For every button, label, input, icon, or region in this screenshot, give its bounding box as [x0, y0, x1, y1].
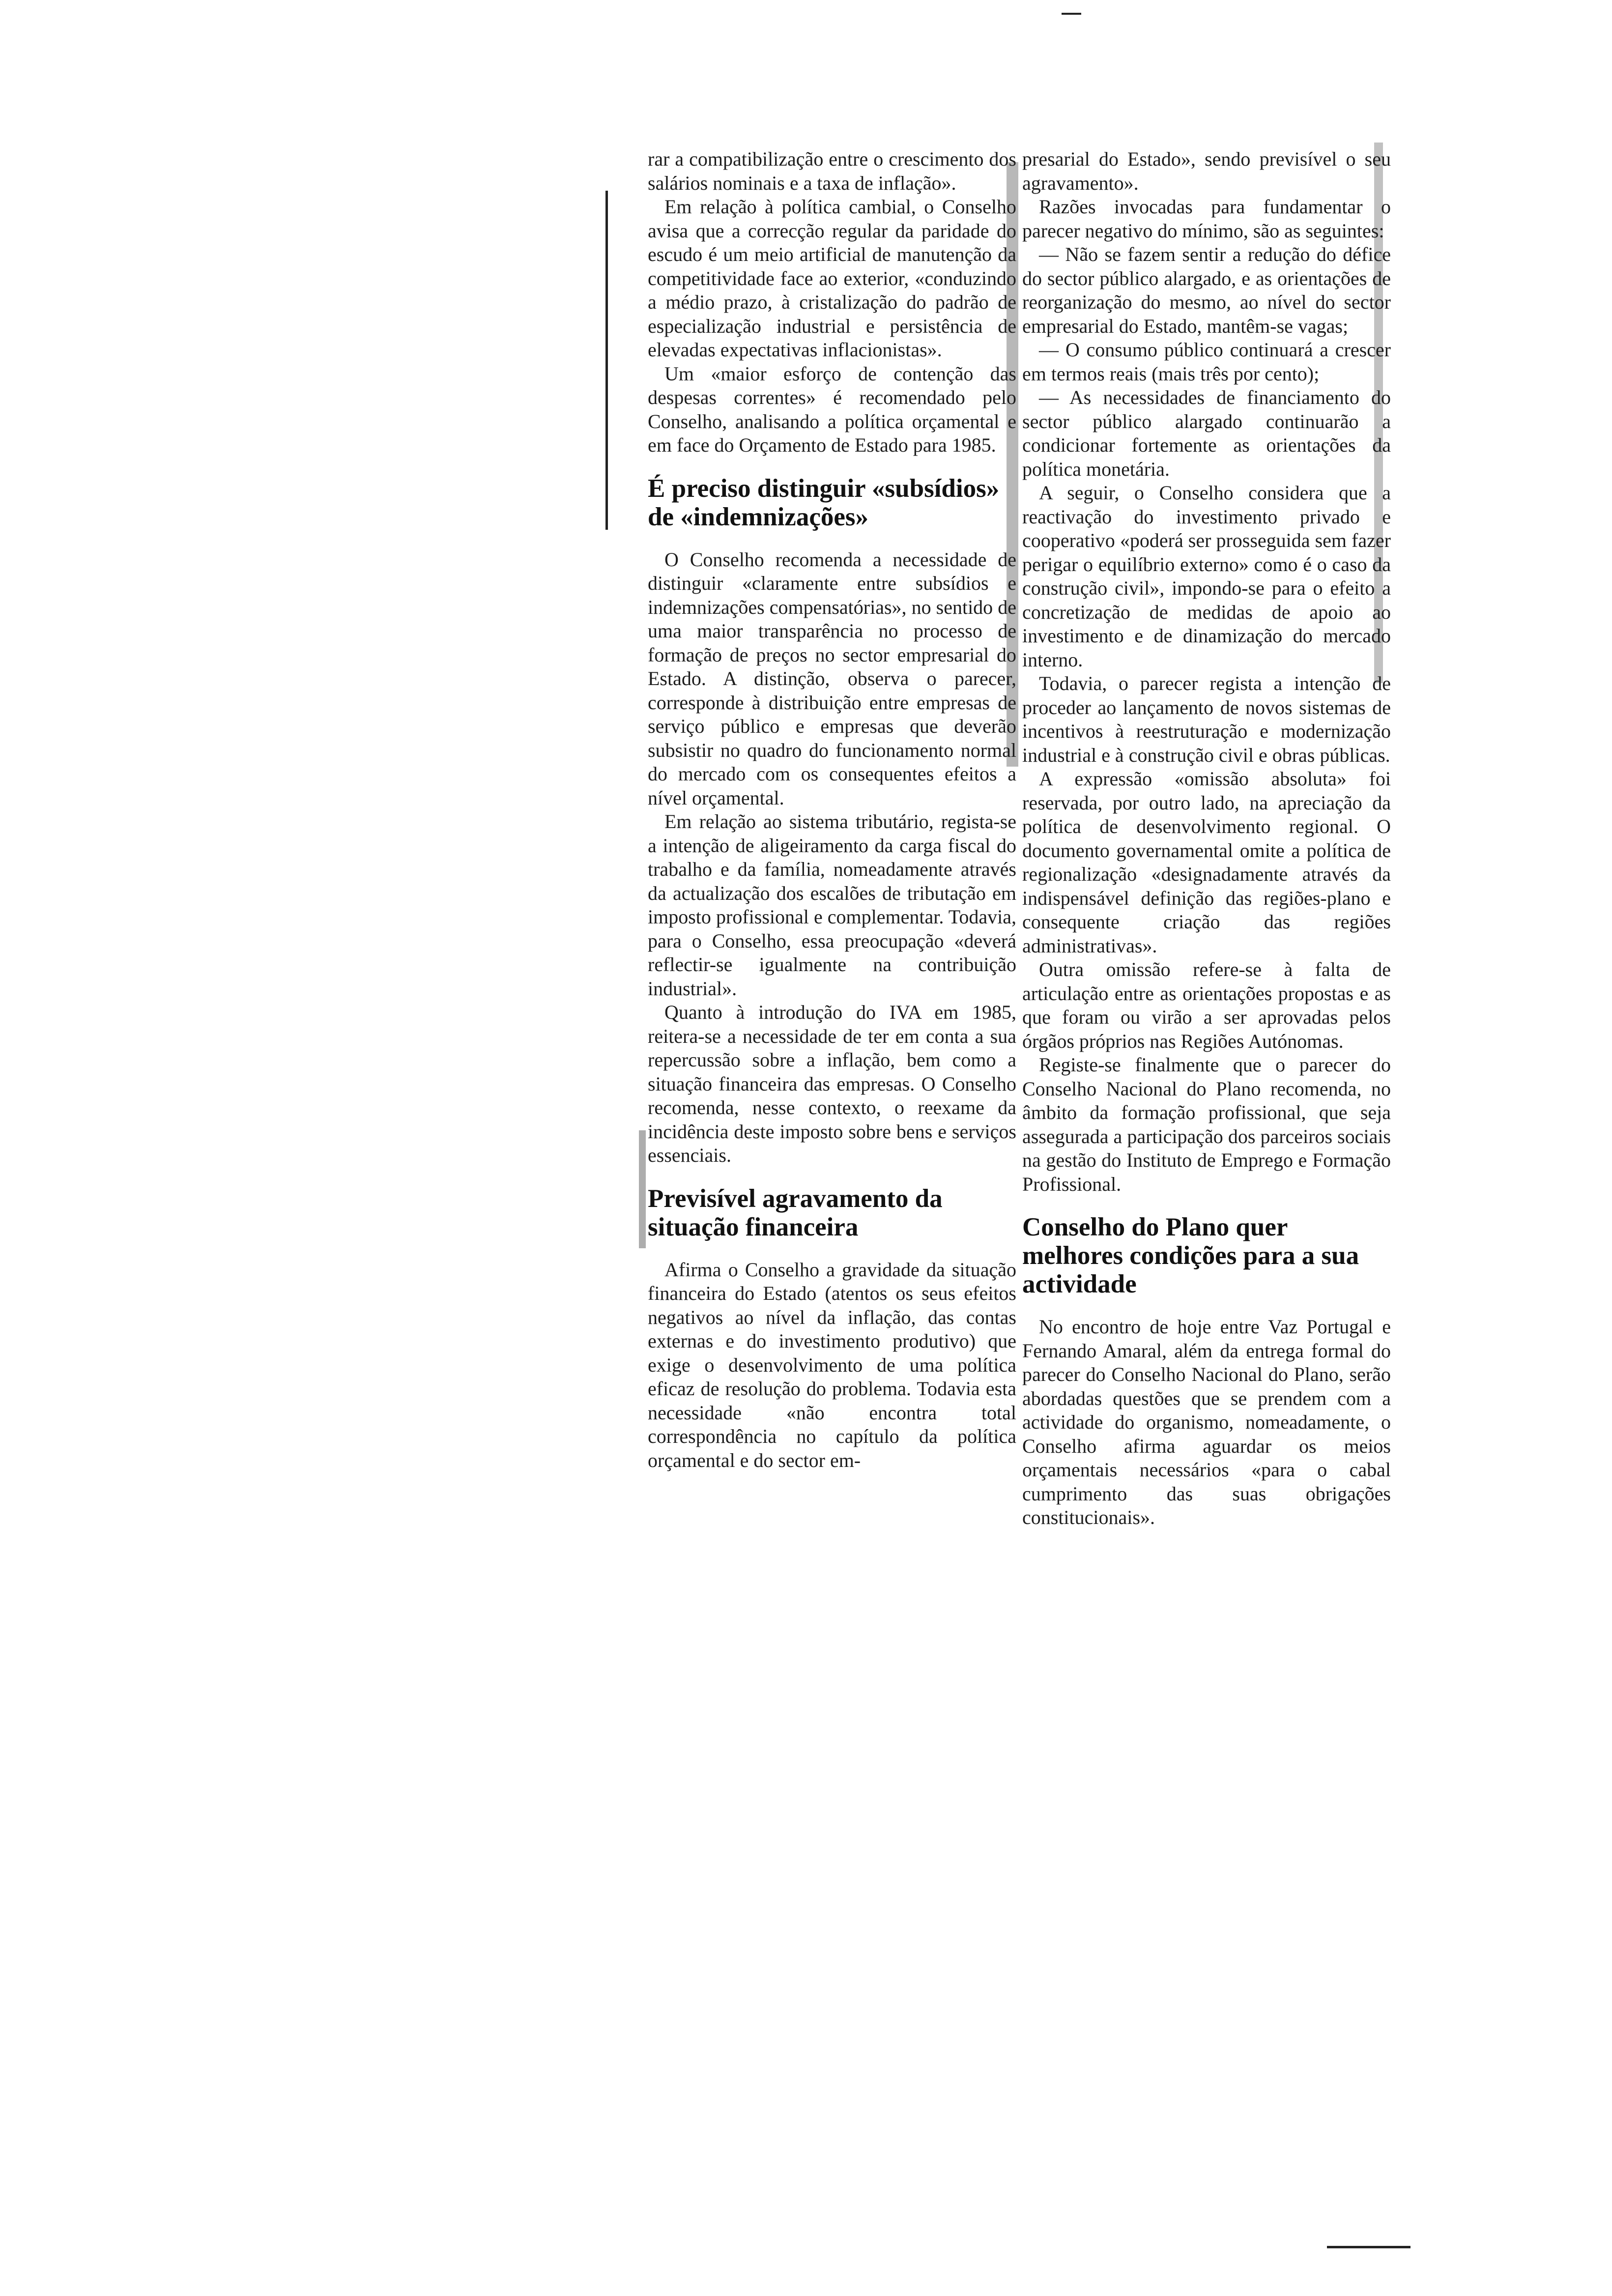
article-paragraph: Razões invocadas para fundamentar o parecer negativo do mínimo, são as seguintes:	[1022, 196, 1391, 242]
right-column	[1022, 147, 1391, 1530]
scan-mark-bottom	[1327, 2246, 1410, 2248]
article-paragraph: Afirma o Conselho a gravidade da situação financeira do Estado (atentos os seus efeitos negativos ao nível da inflação, das contas externas e do investimento produtivo) que exige o desenvolvimento de uma política eficaz de resolução do problema. Todavia esta necessidade «não encontra total correspondência no capítulo da política orçamental e do sector em-	[648, 1258, 1016, 1471]
article-paragraph: Registe-se finalmente que o parecer do Conselho Nacional do Plano recomenda, no âmbito da formação profissional, que seja assegurada a participação dos parceiros sociais na gestão do Instituto de Emprego e Formação Profissional.	[1022, 1054, 1391, 1195]
scan-mark-top	[1062, 13, 1081, 15]
article-paragraph: Em relação ao sistema tributário, regista-se a intenção de aligeiramento da carga fiscal do trabalho e da família, nomeadamente através da actualização dos escalões de tributação em imposto profissional e complementar. Todavia, para o Conselho, essa preocupação «deverá reflectir-se igualmente na contribuição industrial».	[648, 810, 1016, 1000]
left-column	[648, 147, 1016, 1472]
article-paragraph: Um «maior esforço de contenção das despesas correntes» é recomendado pelo Conselho, analisando a política orçamental e em face do Orçamento de Estado para 1985.	[648, 362, 1016, 456]
article-paragraph: A expressão «omissão absoluta» foi reservada, por outro lado, na apreciação da política de desenvolvimento regional. O documento governamental omite a política de regionalização «designadamente através da indispensável definição das regiões-plano e consequente criação das regiões administrativas».	[1022, 768, 1391, 957]
scan-mark-left-rule	[605, 191, 608, 530]
article-paragraph: Outra omissão refere-se à falta de articulação entre as orientações propostas e as que foram ou virão a ser aprovadas pelos órgãos próprios nas Regiões Autónomas.	[1022, 958, 1391, 1052]
article-paragraph: — O consumo público continuará a crescer em termos reais (mais três por cento);	[1022, 339, 1391, 385]
article-paragraph: Em relação à política cambial, o Conselho avisa que a correcção regular da paridade do escudo é um meio artificial de manutenção da competitividade face ao exterior, «conduzindo a médio prazo, à cristalização do padrão de especialização industrial e persistência de elevadas expectativas inflacionistas».	[648, 196, 1016, 361]
section-heading: É preciso distinguir «subsídios» de «indemnizações»	[648, 474, 1000, 531]
article-paragraph: O Conselho recomenda a necessidade de distinguir «claramente entre subsídios e indemnizações compensatórias», no sentido de uma maior transparência no processo de formação de preços no sector empresarial do Estado. A distinção, observa o parecer, corresponde à distribuição entre empresas de serviço público e empresas que deverão subsistir no quadro do funcionamento normal do mercado com os consequentes efeitos a nível orçamental.	[648, 548, 1016, 809]
article-paragraph: — As necessidades de financiamento do sector público alargado continuarão a condicionar fortemente as orientações da política monetária.	[1022, 386, 1391, 480]
article-paragraph: A seguir, o Conselho considera que a reactivação do investimento privado e cooperativo «poderá ser prosseguida sem fazer perigar o equilíbrio externo» como é o caso da construção civil», impondo-se para o efeito a concretização de medidas de apoio ao investimento e de dinamização do mercado interno.	[1022, 482, 1391, 671]
article-paragraph: presarial do Estado», sendo previsível o seu agravamento».	[1022, 148, 1391, 194]
article-paragraph: rar a compatibilização entre o crescimento dos salários nominais e a taxa de inflação».	[648, 148, 1016, 194]
scan-noise	[639, 1130, 646, 1248]
article-paragraph: Quanto à introdução do IVA em 1985, reitera-se a necessidade de ter em conta a sua repercussão sobre a inflação, bem como a situação financeira das empresas. O Conselho recomenda, nesse contexto, o reexame da incidência deste imposto sobre bens e serviços essenciais.	[648, 1001, 1016, 1166]
article-paragraph: — Não se fazem sentir a redução do défice do sector público alargado, e as orientações de reorganização do mesmo, ao nível do sector empresarial do Estado, mantêm-se vagas;	[1022, 243, 1391, 337]
section-heading: Conselho do Plano quer melhores condições para a sua actividade	[1022, 1213, 1359, 1298]
article-paragraph: No encontro de hoje entre Vaz Portugal e Fernando Amaral, além da entrega formal do parecer do Conselho Nacional do Plano, serão abordadas questões que se prendem com a actividade do organismo, nomeadamente, o Conselho afirma aguardar os meios orçamentais necessários «para o cabal cumprimento das suas obrigações constitucionais».	[1022, 1316, 1391, 1528]
section-heading: Previsível agravamento da situação financeira	[648, 1184, 943, 1241]
article-paragraph: Todavia, o parecer regista a intenção de proceder ao lançamento de novos sistemas de incentivos à reestruturação e modernização industrial e à construção civil e obras públicas.	[1022, 672, 1391, 766]
